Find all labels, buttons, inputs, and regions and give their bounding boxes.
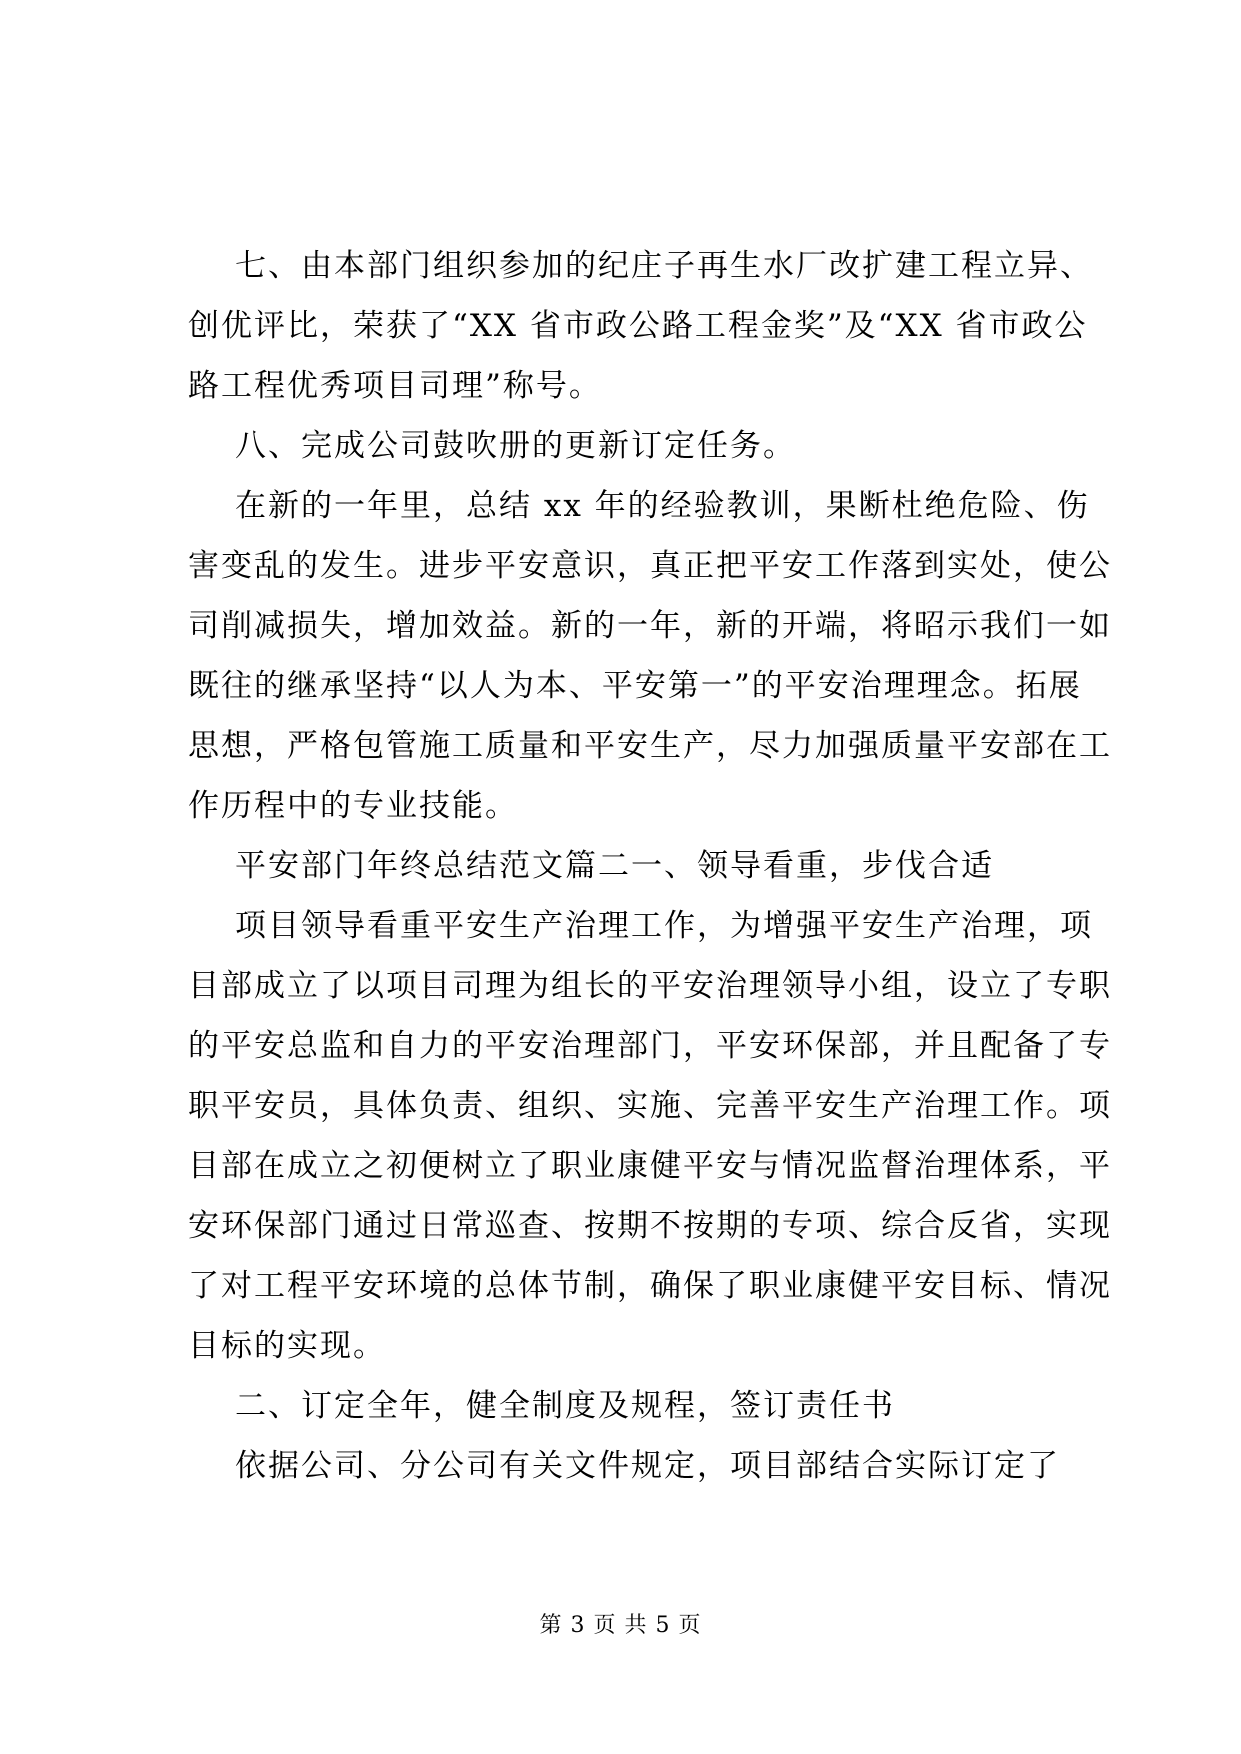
paragraph-line: 平安部门年终总结范文篇二一、领导看重，步伐合适	[235, 848, 994, 884]
paragraph-line: 依据公司、分公司有关文件规定，项目部结合实际订定了	[235, 1448, 1060, 1484]
paragraph-line: 目部成立了以项目司理为组长的平安治理领导小组，设立了专职	[188, 968, 1112, 1004]
document-body	[188, 236, 1112, 1496]
paragraph-line: 司削减损失，增加效益。新的一年，新的开端，将昭示我们一如	[188, 608, 1112, 644]
paragraph-7	[188, 1436, 1088, 1496]
paragraph-line: 创优评比，荣获了“XX 省市政公路工程金奖”及“XX 省市政公	[188, 308, 1088, 344]
paragraph-line: 了对工程平安环境的总体节制，确保了职业康健平安目标、情况	[188, 1268, 1112, 1304]
paragraph-line: 二、订定全年，健全制度及规程，签订责任书	[235, 1388, 895, 1424]
paragraph-3	[188, 476, 1112, 836]
section-heading-3	[188, 1376, 1088, 1436]
paragraph-2	[188, 416, 1088, 476]
paragraph-line: 在新的一年里，总结 xx 年的经验教训，果断杜绝危险、伤	[235, 488, 1090, 524]
paragraph-line: 项目领导看重平安生产治理工作，为增强平安生产治理，项	[235, 908, 1093, 944]
paragraph-line: 七、由本部门组织参加的纪庄子再生水厂改扩建工程立异、	[235, 248, 1093, 284]
paragraph-line: 的平安总监和自力的平安治理部门，平安环保部，并且配备了专	[188, 1028, 1112, 1064]
paragraph-5	[188, 896, 1112, 1376]
paragraph-line: 害变乱的发生。进步平安意识，真正把平安工作落到实处，使公	[188, 548, 1112, 584]
paragraph-line: 既往的继承坚持“以人为本、平安第一”的平安治理理念。拓展	[188, 668, 1082, 704]
paragraph-line: 八、完成公司鼓吹册的更新订定任务。	[235, 428, 796, 464]
paragraph-line: 目部在成立之初便树立了职业康健平安与情况监督治理体系，平	[188, 1148, 1112, 1184]
paragraph-line: 安环保部门通过日常巡查、按期不按期的专项、综合反省，实现	[188, 1208, 1112, 1244]
paragraph-line: 目标的实现。	[188, 1328, 386, 1364]
paragraph-line: 路工程优秀项目司理”称号。	[188, 368, 602, 404]
section-heading-2	[188, 836, 1088, 896]
paragraph-line: 思想，严格包管施工质量和平安生产，尽力加强质量平安部在工	[188, 728, 1112, 764]
paragraph-1	[188, 236, 1093, 416]
paragraph-line: 作历程中的专业技能。	[188, 788, 518, 824]
page-number-footer: 第 3 页 共 5 页	[539, 1613, 702, 1638]
paragraph-line: 职平安员，具体负责、组织、实施、完善平安生产治理工作。项	[188, 1088, 1112, 1124]
